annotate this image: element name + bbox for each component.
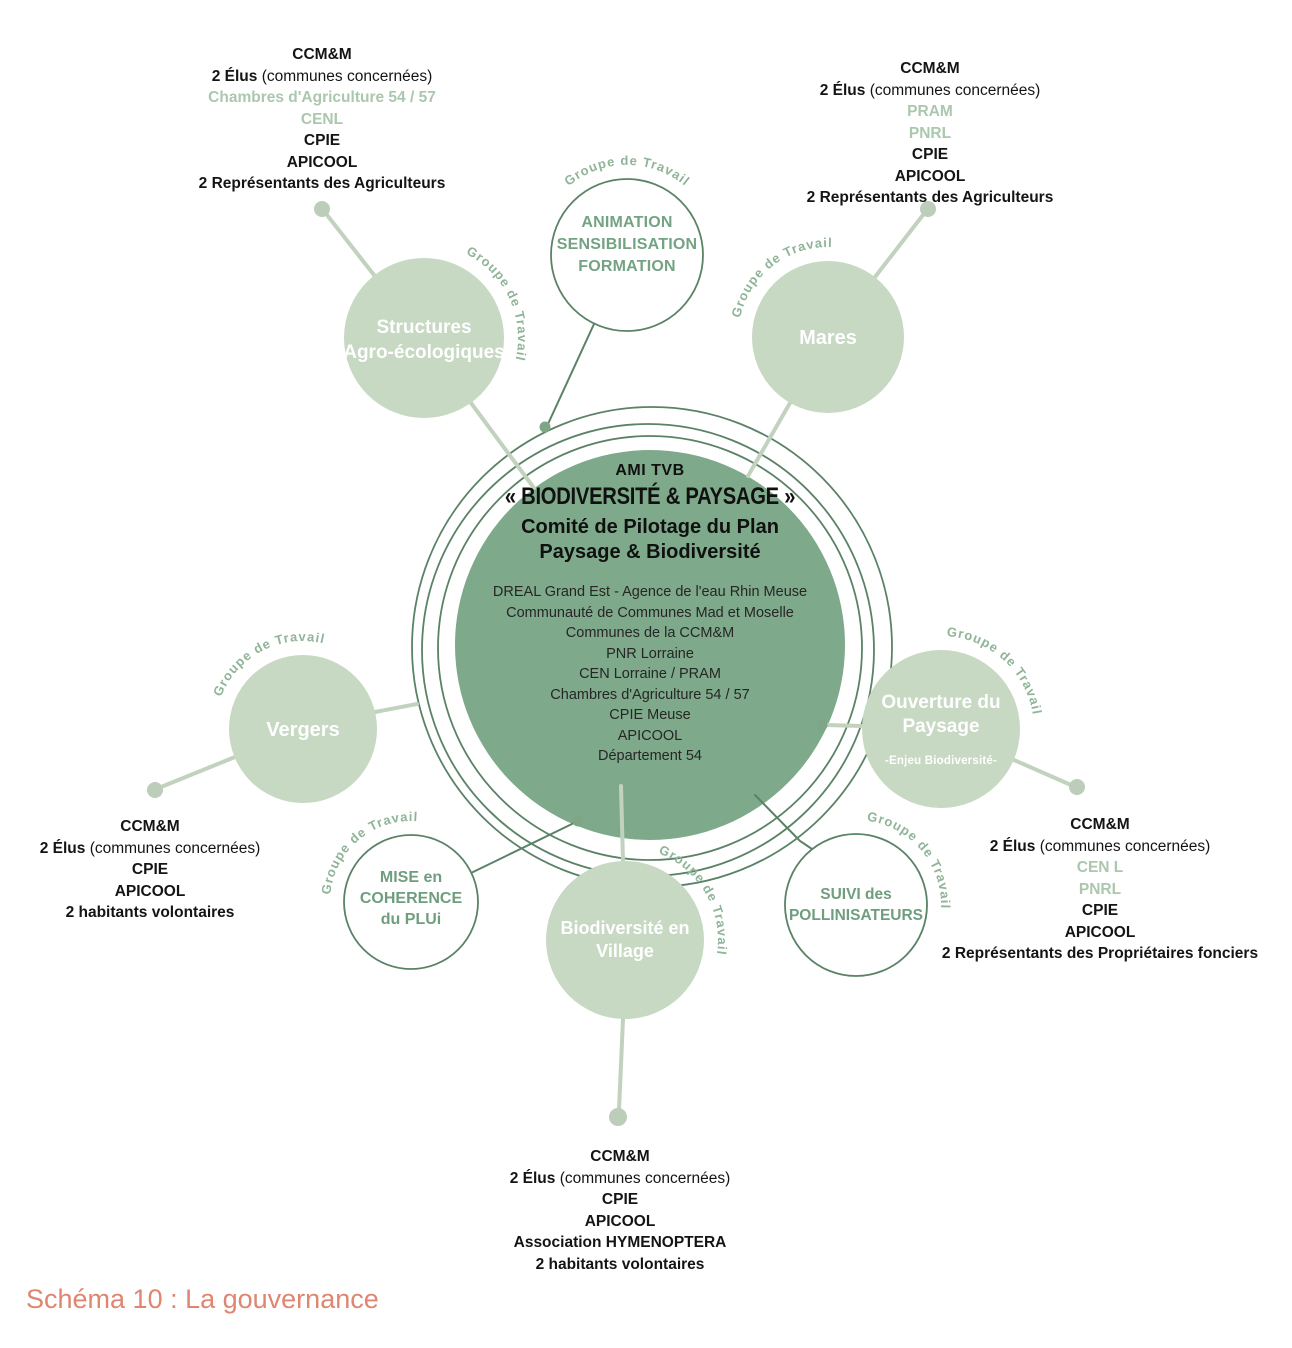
member-item <box>900 879 1292 901</box>
work-group-arc-text: Groupe de Travail <box>946 624 1045 717</box>
member-item: PNR Lorraine <box>606 645 694 662</box>
member-item <box>710 187 1150 209</box>
member-item: Communes de la CCM&M <box>565 625 735 641</box>
work-group-arc-text: Groupe de Travail <box>561 152 693 189</box>
work-group-arc-text: Groupe de Travail <box>728 234 833 319</box>
committee-member-list <box>430 582 870 767</box>
work-group-arc-text: Groupe de Travail <box>318 808 419 896</box>
group-label-line: Structures <box>376 317 472 338</box>
connector-dot <box>1069 779 1085 795</box>
member-item-text: 2 Élus <box>819 81 866 99</box>
committee-title: « BIODIVERSITÉ & PAYSAGE » <box>504 483 796 510</box>
member-item <box>0 859 300 881</box>
group-label-biodiversite <box>525 917 725 963</box>
member-item-text: CPIE <box>303 132 341 149</box>
member-list-mares <box>710 58 1150 209</box>
member-item <box>102 109 542 131</box>
member-item-text: 2 Élus <box>211 67 258 85</box>
member-item-text: APICOOL <box>286 153 358 171</box>
member-item-text: PNRL <box>908 124 952 142</box>
member-item <box>900 922 1292 944</box>
member-item <box>0 838 300 860</box>
member-item-text: CEN L <box>1076 859 1124 876</box>
member-item-text: CPIE <box>601 1191 639 1208</box>
member-item-text: CCM&M <box>292 46 352 63</box>
work-group-arc-text: Groupe de Travail <box>464 243 531 363</box>
member-list-vergers <box>0 816 300 924</box>
member-item <box>900 900 1292 922</box>
member-item <box>430 1232 810 1254</box>
group-label-line: ANIMATION <box>581 214 673 231</box>
member-item-text: APICOOL <box>1064 923 1136 941</box>
program-name: AMI TVB <box>615 462 685 479</box>
connector-line <box>548 324 594 424</box>
group-label-ouverture <box>841 691 1041 768</box>
group-label-note: -Enjeu Biodiversité- <box>885 755 997 767</box>
group-label-line: COHERENCE <box>359 890 463 907</box>
group-label-line: Mares <box>799 327 857 349</box>
group-label-line: du PLUi <box>380 911 442 928</box>
connector-line <box>755 795 812 849</box>
group-label-mares <box>738 327 918 350</box>
connector-line <box>161 757 235 787</box>
group-label-line: MISE en <box>379 869 443 886</box>
member-item <box>102 44 542 66</box>
member-item <box>710 101 1150 123</box>
member-item <box>710 166 1150 188</box>
member-item <box>102 130 542 152</box>
member-item <box>430 1146 810 1168</box>
member-item-plain-text: (communes concernées) <box>85 839 261 857</box>
member-item <box>102 66 542 88</box>
work-group-arc-text: Groupe de Travail <box>656 841 731 957</box>
member-item <box>102 173 542 195</box>
connector-line <box>375 704 417 712</box>
member-item-text: 2 Représentants des Agriculteurs <box>806 189 1054 206</box>
member-item-text: Chambres d'Agriculture 54 / 57 <box>208 89 436 106</box>
group-label-line: Biodiversité en <box>560 918 690 938</box>
member-item: Chambres d'Agriculture 54 / 57 <box>550 686 750 703</box>
member-item-text: CCM&M <box>120 818 180 835</box>
committee-subtitle-line1: Comité de Pilotage du Plan <box>521 516 779 538</box>
member-item: Communauté de Communes Mad et Moselle <box>506 604 794 621</box>
member-item-plain-text: (communes concernées) <box>865 81 1041 99</box>
central-committee-text <box>430 462 870 767</box>
group-label-structures <box>314 315 534 365</box>
ring-dot <box>573 816 584 827</box>
member-item: CEN Lorraine / PRAM <box>579 666 721 682</box>
member-item-text: 2 Représentants des Agriculteurs <box>198 175 446 192</box>
ring-dot <box>540 422 551 433</box>
member-list-biodiversite <box>430 1146 810 1275</box>
group-label-line: FORMATION <box>578 258 676 275</box>
member-item-text: 2 Élus <box>509 1169 556 1187</box>
group-label-line: Paysage <box>902 716 980 737</box>
work-group-arc-text: Groupe de Travail <box>866 808 954 910</box>
member-item <box>102 87 542 109</box>
group-label-mise <box>331 867 491 930</box>
member-item-text: Association HYMENOPTERA <box>513 1234 727 1251</box>
member-item: CPIE Meuse <box>609 707 691 723</box>
connector-dot <box>314 201 330 217</box>
member-item-text: CPIE <box>911 146 949 163</box>
member-item-text: 2 Représentants des Propriétaires fonciers <box>941 945 1259 962</box>
member-item-plain-text: (communes concernées) <box>257 67 433 85</box>
member-item-text: CCM&M <box>590 1148 650 1165</box>
member-item <box>900 814 1292 836</box>
member-list-ouverture <box>900 814 1292 965</box>
figure-caption: Schéma 10 : La gouvernance <box>26 1284 379 1314</box>
group-label-animation <box>517 212 737 278</box>
member-item-text: PRAM <box>907 103 953 120</box>
member-item-text: PNRL <box>1078 880 1122 898</box>
member-item <box>430 1189 810 1211</box>
group-label-line: Village <box>596 941 654 961</box>
member-item <box>0 902 300 924</box>
group-label-line: Ouverture du <box>881 692 1001 713</box>
member-item <box>710 58 1150 80</box>
member-item: APICOOL <box>617 727 683 744</box>
member-item-text: CPIE <box>131 861 169 878</box>
member-item-plain-text: (communes concernées) <box>555 1169 731 1187</box>
connector-line <box>327 215 374 275</box>
group-label-line: POLLINISATEURS <box>788 907 924 924</box>
connector-line <box>621 786 623 862</box>
member-item <box>0 816 300 838</box>
member-item <box>900 836 1292 858</box>
member-item <box>900 943 1292 965</box>
member-item <box>900 857 1292 879</box>
member-item-text: 2 Élus <box>39 839 86 857</box>
member-item-plain-text: (communes concernées) <box>1035 837 1211 855</box>
connector-line <box>875 215 923 277</box>
member-item-text: CCM&M <box>900 60 960 77</box>
member-item <box>430 1254 810 1276</box>
work-group-arc-text: Groupe de Travail <box>209 628 327 699</box>
member-item-text: CENL <box>300 110 344 128</box>
member-list-structures <box>102 44 542 195</box>
committee-subtitle-line2: Paysage & Biodiversité <box>539 541 761 563</box>
committee-subtitle <box>430 515 870 565</box>
member-item-text: APICOOL <box>584 1212 656 1230</box>
member-item <box>102 152 542 174</box>
group-label-line: Vergers <box>266 719 340 741</box>
member-item <box>0 881 300 903</box>
group-label-line: SUIVI des <box>820 886 892 903</box>
member-item <box>430 1168 810 1190</box>
connector-line <box>619 1019 623 1110</box>
connector-dot <box>147 782 163 798</box>
group-label-vergers <box>213 719 393 742</box>
member-item: DREAL Grand Est - Agence de l'eau Rhin Meuse <box>492 584 808 600</box>
group-label-line: Agro-écologiques <box>343 342 505 363</box>
member-item-text: 2 habitants volontaires <box>65 904 235 921</box>
member-item <box>710 123 1150 145</box>
member-item-text: 2 habitants volontaires <box>535 1255 705 1273</box>
member-item <box>710 144 1150 166</box>
member-item-text: APICOOL <box>894 167 966 185</box>
connector-dot <box>609 1108 627 1126</box>
member-item <box>710 80 1150 102</box>
member-item-text: CCM&M <box>1070 816 1130 833</box>
member-item-text: 2 Élus <box>989 837 1036 855</box>
member-item-text: APICOOL <box>114 882 186 900</box>
connector-line <box>471 823 574 873</box>
member-item <box>430 1211 810 1233</box>
member-item-text: CPIE <box>1081 902 1119 919</box>
member-item: Département 54 <box>598 748 702 764</box>
group-label-line: SENSIBILISATION <box>556 236 698 253</box>
